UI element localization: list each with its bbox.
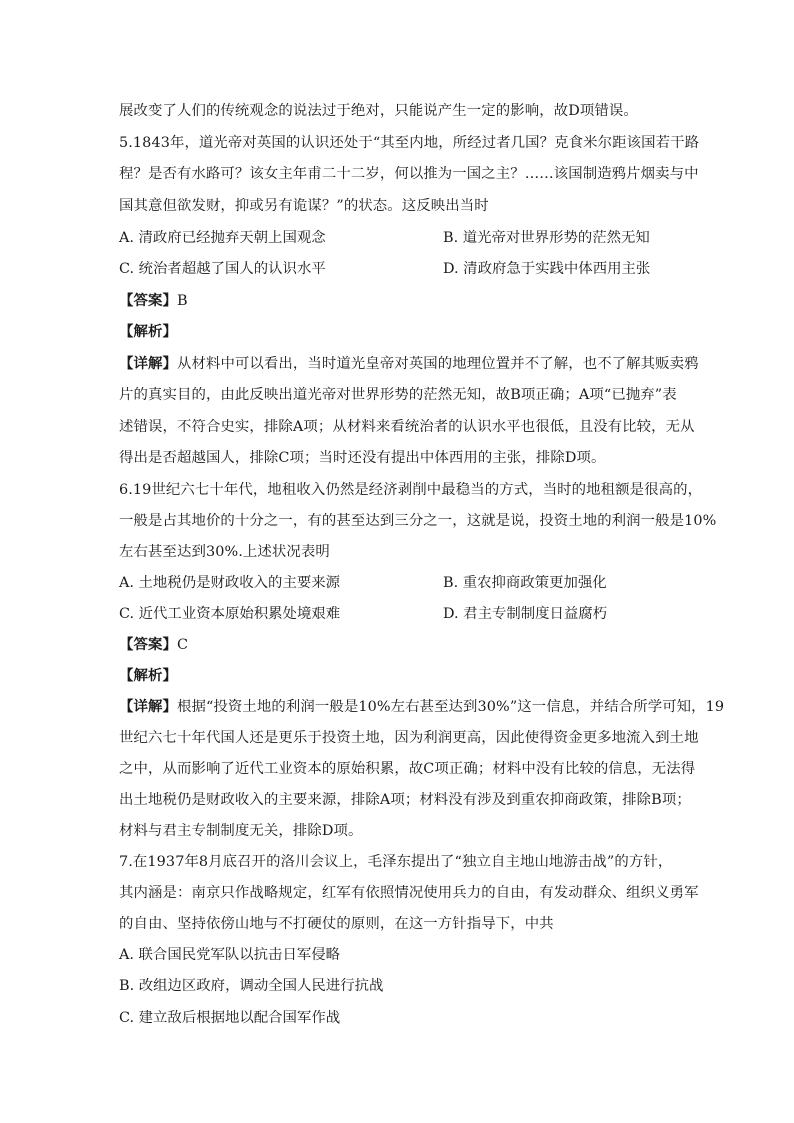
q5-options-row-1 [119,228,679,248]
q5-detail-tag: 【详解】 [119,355,177,372]
q6-option-b: B. 重农抑商政策更加强化 [443,575,607,591]
q5-answer-tag: 【答案】 [119,292,177,309]
q6-options-row-1 [119,573,679,593]
q6-option-a: A. 土地税仍是财政收入的主要来源 [119,575,341,591]
q6-options-row-2 [119,604,679,624]
q5-detail-line-4: 得出是否超越国人，排除C项；当时还没有提出中体西用的主张，排除D项。 [119,450,606,466]
q6-stem-line-2: 一般是占其地价的十分之一，有的甚至达到三分之一，这就是说，投资土地的利润一般是10% [119,513,717,529]
q5-answer-value: B [176,293,188,309]
q6-analysis-label: 【解析】 [119,667,177,684]
q5-analysis-tag [119,322,679,342]
q6-option-d: D. 君主专制制度日益腐朽 [443,606,608,622]
q5-options-row-2 [119,259,679,279]
q6-detail-line-3: 之中，从而影响了近代工业资本的原始积累，故C项正确；材料中没有比较的信息，无法得 [119,761,696,777]
q5-stem-line-2: 程？是否有水路可？该女主年甫二十二岁，何以推为一国之主？……该国制造鸦片烟卖与中 [119,166,699,182]
q6-answer-value: C [176,637,189,653]
q7-option-b: B. 改组边区政府，调动全国人民进行抗战 [119,978,384,994]
q5-option-b: B. 道光帝对世界形势的茫然无知 [443,230,650,246]
q6-answer [119,635,679,655]
q5-option-c: C. 统治者超越了国人的认识水平 [119,261,326,277]
q5-analysis-label: 【解析】 [119,323,177,340]
q6-answer-tag: 【答案】 [119,636,177,653]
q5-answer [119,291,679,311]
q5-stem-line-1: 5.1843年，道光帝对英国的认识还处于“其至内地，所经过者几国？克食米尔距该国若干路 [119,135,700,151]
q7-stem-line-2: 其内涵是：南京只作战略规定，红军有依照情况使用兵力的自由，有发动群众、组织义勇军 [119,885,699,901]
q7-stem-line-1: 7.在1937年8月底召开的洛川会议上，毛泽东提出了“独立自主地山地游击战”的方针， [119,854,673,870]
q5-detail-line-3: 述错误，不符合史实，排除A项；从材料来看统治者的认识水平也很低，且没有比较，无从 [119,419,695,435]
intro-line: 展改变了人们的传统观念的说法过于绝对，只能说产生一定的影响，故D项错误。 [119,103,638,119]
q7-stem-line-3: 的自由、坚持依傍山地与不打硬仗的原则，在这一方针指导下，中共 [119,916,554,932]
q5-option-a: A. 清政府已经抛弃天朝上国观念 [119,230,326,246]
q5-detail-line-1 [119,354,699,374]
q6-stem-line-1: 6.19世纪六七十年代，地租收入仍然是经济剥削中最稳当的方式，当时的地租额是很高的， [119,482,703,498]
q6-stem-line-3: 左右甚至达到30%.上述状况表明 [119,544,330,560]
q6-detail-line-2: 世纪六七十年代国人还是更乐于投资土地，因为利润更高，因此使得资金更多地流入到土地 [119,730,699,746]
q7-option-c: C. 建立敌后根据地以配合国军作战 [119,1010,341,1026]
q5-option-d: D. 清政府急于实践中体西用主张 [443,261,651,277]
q6-detail-text-1: 根据“投资土地的利润一般是10%左右甚至达到30%”这一信息，并结合所学可知，19 [176,699,725,715]
q5-detail-line-2: 片的真实目的，由此反映出道光帝对世界形势的茫然无知，故B项正确；A项“已抛弃”表 [119,387,677,403]
q6-detail-line-1 [119,697,725,717]
q5-stem-line-3: 国其意但欲发财，抑或另有诡谋？”的状态。这反映出当时 [119,198,489,214]
q6-detail-line-5: 材料与君主专制制度无关，排除D项。 [119,823,363,839]
q6-detail-tag: 【详解】 [119,698,177,715]
q6-detail-line-4: 出土地税仍是财政收入的主要来源，排除A项；材料没有涉及到重农抑商政策，排除B项； [119,792,691,808]
q6-option-c: C. 近代工业资本原始积累处境艰难 [119,606,341,622]
q7-option-a: A. 联合国民党军队以抗击日军侵略 [119,947,341,963]
q6-analysis-tag [119,666,679,686]
q5-detail-text-1: 从材料中可以看出，当时道光皇帝对英国的地理位置并不了解，也不了解其贩卖鸦 [176,356,699,372]
